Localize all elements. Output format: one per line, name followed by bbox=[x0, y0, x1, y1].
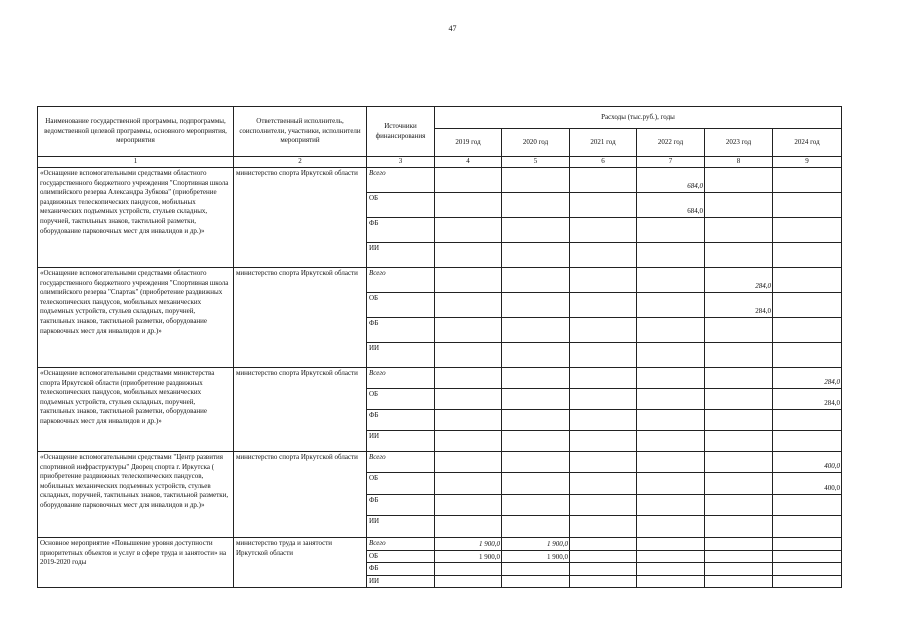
expense-cell bbox=[637, 473, 705, 495]
expense-cell: 684,0 bbox=[637, 193, 705, 218]
expense-cell: 1 900,0 bbox=[502, 550, 570, 563]
expense-cell bbox=[435, 193, 502, 218]
expense-cell bbox=[570, 193, 637, 218]
expense-cell bbox=[637, 293, 705, 318]
expense-cell bbox=[435, 318, 502, 343]
expense-cell bbox=[705, 550, 773, 563]
expense-cell bbox=[435, 452, 502, 473]
expense-cell bbox=[637, 243, 705, 268]
expense-cell bbox=[773, 293, 842, 318]
column-number: 7 bbox=[637, 157, 705, 168]
expense-cell bbox=[570, 218, 637, 243]
expense-cell bbox=[637, 495, 705, 516]
measure-name: Основное мероприятие «Повышение уровня доступности приоритетных объектов и услуг в сфере труда и занятости» на 2019-2020 годы bbox=[38, 538, 234, 588]
expense-cell bbox=[502, 218, 570, 243]
expense-cell bbox=[570, 538, 637, 551]
expense-cell bbox=[773, 431, 842, 452]
expense-cell bbox=[435, 410, 502, 431]
expense-cell bbox=[570, 550, 637, 563]
expense-cell bbox=[705, 193, 773, 218]
expense-cell bbox=[502, 193, 570, 218]
expense-cell bbox=[570, 575, 637, 588]
column-number: 5 bbox=[502, 157, 570, 168]
expenses-table bbox=[37, 106, 842, 588]
expense-cell bbox=[705, 243, 773, 268]
executor-cell: министерство спорта Иркутской области bbox=[234, 368, 367, 452]
expense-cell bbox=[570, 318, 637, 343]
expense-cell bbox=[705, 563, 773, 576]
expense-cell: 1 900,0 bbox=[435, 538, 502, 551]
expense-cell: 400,0 bbox=[773, 473, 842, 495]
header-year: 2021 год bbox=[570, 129, 637, 157]
expense-cell bbox=[435, 268, 502, 293]
table-body bbox=[38, 168, 842, 588]
expense-cell: 1 900,0 bbox=[435, 550, 502, 563]
expense-cell bbox=[637, 516, 705, 538]
expense-cell bbox=[435, 389, 502, 410]
column-number: 8 bbox=[705, 157, 773, 168]
executor-cell: министерство труда и занятости Иркутской области bbox=[234, 538, 367, 588]
funding-source: Всего bbox=[367, 538, 435, 551]
expense-cell bbox=[705, 473, 773, 495]
table-row bbox=[38, 538, 842, 551]
header-row-top bbox=[38, 107, 842, 129]
expense-cell bbox=[773, 495, 842, 516]
header-executor: Ответственный исполнитель, соисполнители, участники, исполнители мероприятий bbox=[234, 107, 367, 157]
funding-source: ИИ bbox=[367, 575, 435, 588]
expense-cell bbox=[705, 410, 773, 431]
header-year: 2019 год bbox=[435, 129, 502, 157]
expense-cell bbox=[502, 516, 570, 538]
header-year: 2022 год bbox=[637, 129, 705, 157]
expense-cell bbox=[705, 495, 773, 516]
expense-cell bbox=[435, 575, 502, 588]
expense-cell bbox=[502, 243, 570, 268]
expense-cell bbox=[773, 516, 842, 538]
expense-cell bbox=[435, 431, 502, 452]
expense-cell bbox=[435, 243, 502, 268]
expense-cell: 684,0 bbox=[637, 168, 705, 193]
expense-cell bbox=[502, 168, 570, 193]
expense-cell bbox=[502, 318, 570, 343]
expense-cell bbox=[637, 318, 705, 343]
expense-cell bbox=[570, 293, 637, 318]
measure-name: «Оснащение вспомогательными средствами областного государственного бюджетного учреждения "Спортивная школа олимпийского резерва "Спартак" (приобретение раздвижных телескопических пандусов, мобильных механических подъемных устройств, стульев складных, поручней, тактильных знаков, тактильной разметки, оборудование парковочных мест для инвалидов и др.)» bbox=[38, 268, 234, 368]
expense-cell bbox=[637, 563, 705, 576]
expense-cell bbox=[570, 368, 637, 389]
expense-cell bbox=[773, 268, 842, 293]
expense-cell bbox=[773, 218, 842, 243]
expense-cell bbox=[502, 293, 570, 318]
funding-source: Всего bbox=[367, 368, 435, 389]
expense-cell bbox=[705, 343, 773, 368]
expense-cell bbox=[570, 563, 637, 576]
funding-source: Всего bbox=[367, 268, 435, 293]
funding-source: ОБ bbox=[367, 293, 435, 318]
expense-cell bbox=[705, 389, 773, 410]
expense-cell bbox=[502, 431, 570, 452]
expense-cell bbox=[773, 243, 842, 268]
expense-cell bbox=[773, 538, 842, 551]
header-year: 2020 год bbox=[502, 129, 570, 157]
column-number: 1 bbox=[38, 157, 234, 168]
executor-cell: министерство спорта Иркутской области bbox=[234, 268, 367, 368]
funding-source: ИИ bbox=[367, 431, 435, 452]
expense-cell bbox=[637, 368, 705, 389]
expense-cell bbox=[570, 168, 637, 193]
expense-cell bbox=[502, 343, 570, 368]
column-number: 4 bbox=[435, 157, 502, 168]
expense-cell bbox=[435, 168, 502, 193]
column-number-row bbox=[38, 157, 842, 168]
expense-cell bbox=[705, 516, 773, 538]
expense-cell bbox=[570, 410, 637, 431]
expense-cell bbox=[502, 495, 570, 516]
expense-cell bbox=[435, 495, 502, 516]
funding-source: ОБ bbox=[367, 193, 435, 218]
expense-cell bbox=[705, 575, 773, 588]
expense-cell bbox=[570, 268, 637, 293]
funding-source: ФБ bbox=[367, 495, 435, 516]
funding-source: ФБ bbox=[367, 563, 435, 576]
expense-cell bbox=[773, 410, 842, 431]
funding-source: ИИ bbox=[367, 343, 435, 368]
expense-cell bbox=[637, 343, 705, 368]
expense-cell bbox=[435, 473, 502, 495]
funding-source: ФБ bbox=[367, 410, 435, 431]
expense-cell bbox=[637, 410, 705, 431]
expense-cell bbox=[435, 563, 502, 576]
expense-cell bbox=[773, 343, 842, 368]
expense-cell bbox=[502, 575, 570, 588]
expense-cell: 284,0 bbox=[705, 268, 773, 293]
expense-cell bbox=[637, 550, 705, 563]
expense-cell bbox=[773, 575, 842, 588]
table-row bbox=[38, 268, 842, 293]
expense-cell bbox=[705, 452, 773, 473]
expense-cell bbox=[773, 563, 842, 576]
table-row bbox=[38, 452, 842, 473]
measure-name: «Оснащение вспомогательными средствами министерства спорта Иркутской области (приобретение раздвижных телескопических пандусов, мобильных механических подъемных устройств, стульев складных, поручней, тактильных знаков, тактильной разметки, оборудование парковочных мест для инвалидов и др.)» bbox=[38, 368, 234, 452]
expense-cell bbox=[502, 389, 570, 410]
expense-cell bbox=[435, 293, 502, 318]
expense-cell: 284,0 bbox=[705, 293, 773, 318]
expense-cell bbox=[570, 243, 637, 268]
expense-cell bbox=[637, 389, 705, 410]
expense-cell bbox=[570, 431, 637, 452]
expense-cell bbox=[570, 389, 637, 410]
column-number: 3 bbox=[367, 157, 435, 168]
expense-cell bbox=[502, 268, 570, 293]
expense-cell bbox=[570, 343, 637, 368]
expense-cell bbox=[705, 368, 773, 389]
funding-source: ИИ bbox=[367, 243, 435, 268]
expense-cell bbox=[773, 168, 842, 193]
funding-source: ОБ bbox=[367, 389, 435, 410]
expense-cell bbox=[502, 368, 570, 389]
expense-cell bbox=[705, 168, 773, 193]
executor-cell: министерство спорта Иркутской области bbox=[234, 452, 367, 538]
executor-cell: министерство спорта Иркутской области bbox=[234, 168, 367, 268]
expense-cell bbox=[705, 318, 773, 343]
expense-cell bbox=[435, 368, 502, 389]
header-name: Наименование государственной программы, подпрограммы, ведомственной целевой программы, основного мероприятия, мероприятия bbox=[38, 107, 234, 157]
header-sources: Источники финансирования bbox=[367, 107, 435, 157]
funding-source: Всего bbox=[367, 168, 435, 193]
expense-cell bbox=[570, 452, 637, 473]
expense-cell bbox=[773, 550, 842, 563]
expense-cell bbox=[705, 538, 773, 551]
expense-cell: 400,0 bbox=[773, 452, 842, 473]
page-number: 47 bbox=[448, 24, 457, 33]
expense-cell bbox=[502, 563, 570, 576]
expense-cell bbox=[705, 218, 773, 243]
funding-source: ОБ bbox=[367, 473, 435, 495]
funding-source: ФБ bbox=[367, 318, 435, 343]
expense-cell bbox=[570, 473, 637, 495]
expense-cell bbox=[435, 343, 502, 368]
header-year: 2023 год bbox=[705, 129, 773, 157]
expense-cell bbox=[637, 538, 705, 551]
expense-cell bbox=[773, 193, 842, 218]
expense-cell bbox=[502, 410, 570, 431]
funding-source: ФБ bbox=[367, 218, 435, 243]
measure-name: «Оснащение вспомогательными средствами "Центр развития спортивной инфраструктуры" Дворец спорта г. Иркутска ( приобретение раздвижных телескопических пандусов, мобильных механических подъемных устройств, стульев складных, поручней, тактильных знаков, тактильной разметки, оборудование парковочных мест для инвалидов и др.)» bbox=[38, 452, 234, 538]
expense-cell bbox=[570, 516, 637, 538]
table-row bbox=[38, 168, 842, 193]
expense-cell bbox=[773, 318, 842, 343]
column-number: 9 bbox=[773, 157, 842, 168]
expense-cell bbox=[637, 431, 705, 452]
expense-cell: 284,0 bbox=[773, 389, 842, 410]
funding-source: Всего bbox=[367, 452, 435, 473]
funding-source: ИИ bbox=[367, 516, 435, 538]
column-number: 6 bbox=[570, 157, 637, 168]
expense-cell bbox=[637, 575, 705, 588]
expense-cell bbox=[435, 218, 502, 243]
expense-cell bbox=[435, 516, 502, 538]
expense-cell bbox=[637, 218, 705, 243]
expense-cell bbox=[502, 452, 570, 473]
expense-cell: 284,0 bbox=[773, 368, 842, 389]
table-row bbox=[38, 368, 842, 389]
expense-cell bbox=[637, 268, 705, 293]
expense-cell bbox=[570, 495, 637, 516]
expense-cell bbox=[705, 431, 773, 452]
header-expenses: Расходы (тыс.руб.), годы bbox=[435, 107, 842, 129]
column-number: 2 bbox=[234, 157, 367, 168]
expense-cell: 1 900,0 bbox=[502, 538, 570, 551]
measure-name: «Оснащение вспомогательными средствами областного государственного бюджетного учреждения "Спортивная школа олимпийского резерва Александра Зубкова" (приобретение раздвижных телескопических пандусов, мобильных механических подъемных устройств, стульев складных, поручней, тактильных знаков, тактильной разметки, оборудование парковочных мест для инвалидов и др.)» bbox=[38, 168, 234, 268]
funding-source: ОБ bbox=[367, 550, 435, 563]
expense-cell bbox=[637, 452, 705, 473]
expense-cell bbox=[502, 473, 570, 495]
header-year: 2024 год bbox=[773, 129, 842, 157]
